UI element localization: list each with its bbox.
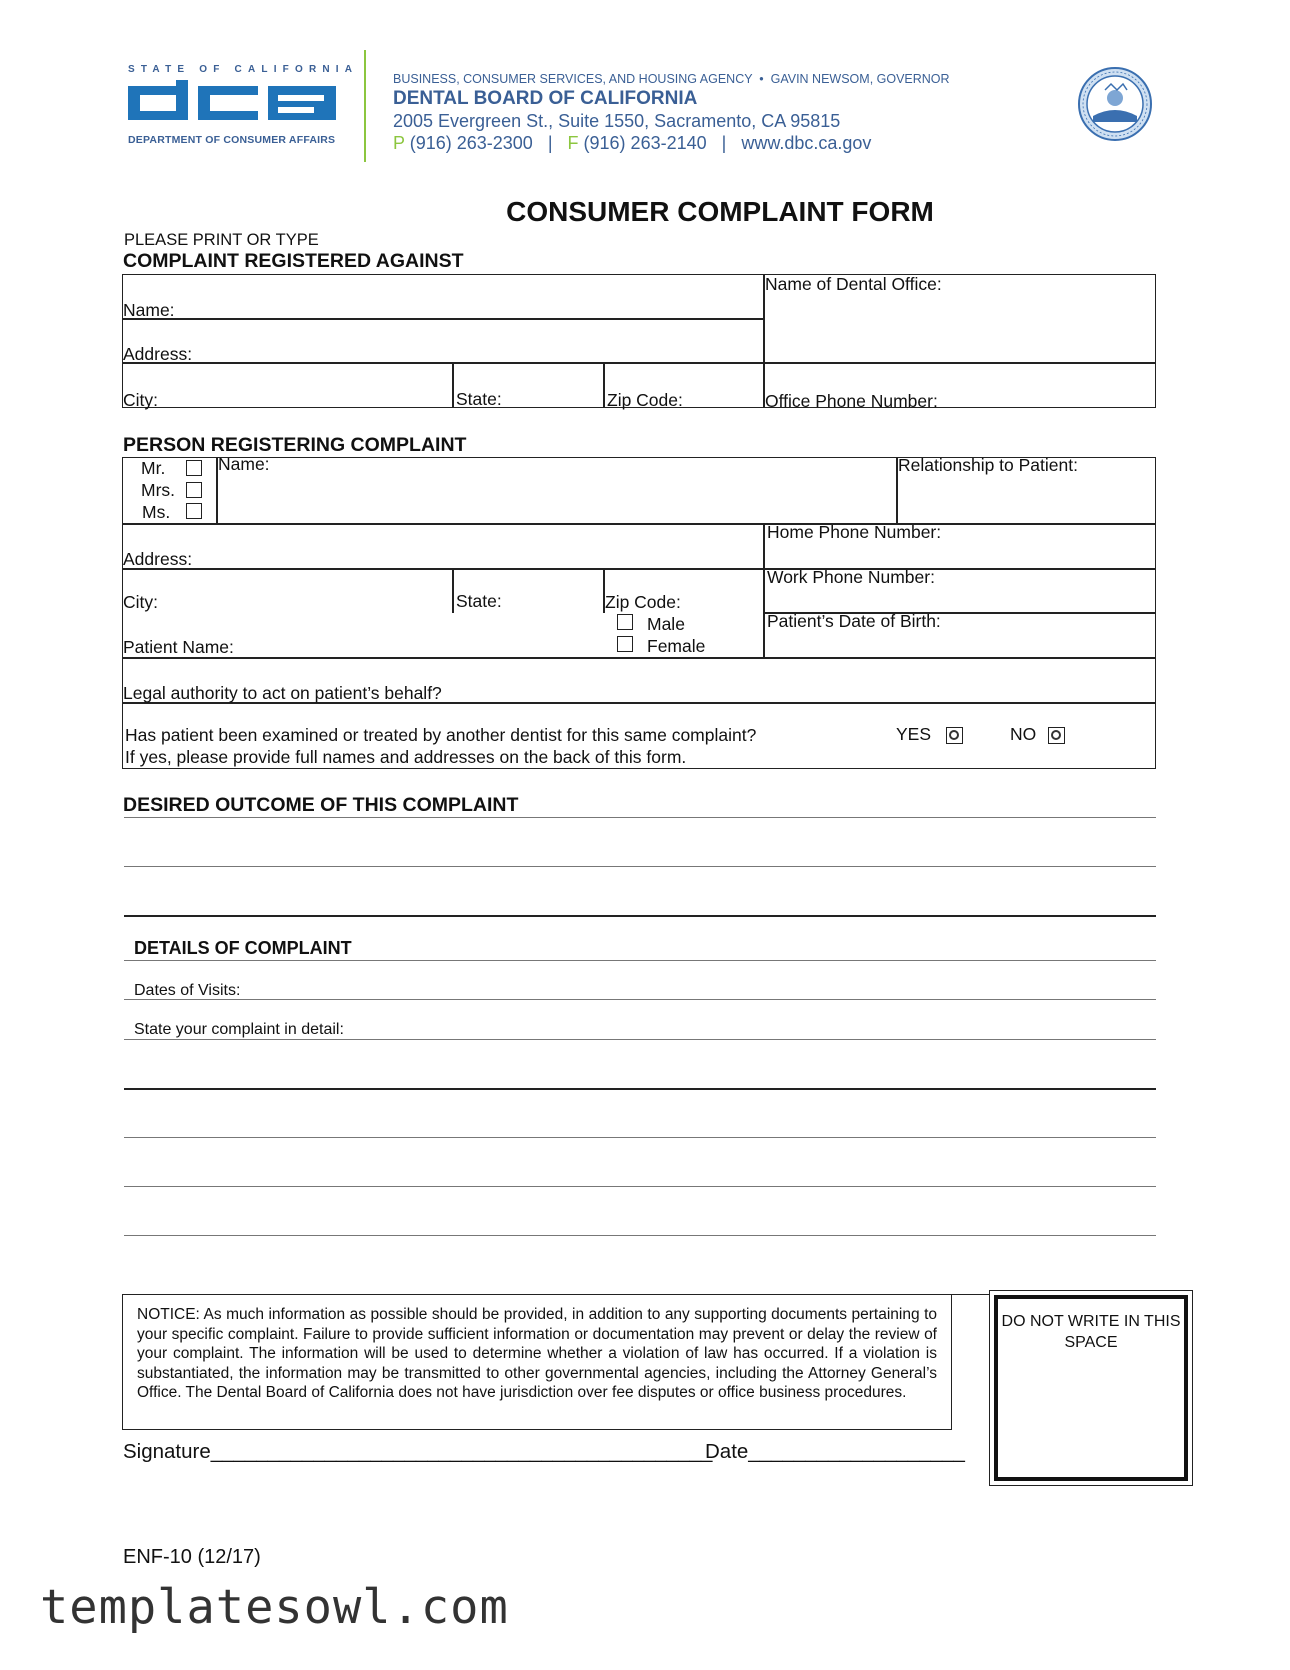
dca-logo xyxy=(128,80,338,122)
yes-label: YES xyxy=(896,724,932,744)
person-zip-field[interactable]: Zip Code: xyxy=(605,592,681,612)
dca-department-label: DEPARTMENT OF CONSUMER AFFAIRS xyxy=(128,134,336,146)
outcome-line[interactable] xyxy=(124,915,1156,917)
work-phone-field[interactable]: Work Phone Number: xyxy=(767,567,935,587)
outcome-heading: DESIRED OUTCOME OF THIS COMPLAINT xyxy=(123,794,519,816)
against-name-field[interactable]: Name: xyxy=(123,300,175,320)
do-not-write-box xyxy=(989,1290,1193,1486)
board-address: 2005 Evergreen St., Suite 1550, Sacramento, CA 95815 xyxy=(393,111,841,131)
salutation-ms-checkbox[interactable] xyxy=(186,503,202,519)
dates-of-visits-field[interactable]: Dates of Visits: xyxy=(134,982,241,999)
person-heading: PERSON REGISTERING COMPLAINT xyxy=(123,434,467,456)
salutation-mr-checkbox[interactable] xyxy=(186,460,202,476)
female-checkbox[interactable] xyxy=(617,636,633,652)
patient-name-field[interactable]: Patient Name: xyxy=(123,637,234,657)
dental-board-seal-icon xyxy=(1077,66,1153,142)
no-label: NO xyxy=(1010,724,1037,744)
complaint-detail-field[interactable]: State your complaint in detail: xyxy=(134,1021,344,1038)
female-label: Female xyxy=(647,636,706,656)
salutation-mrs-checkbox[interactable] xyxy=(186,482,202,498)
contact-separator: | xyxy=(721,133,727,153)
home-phone-field[interactable]: Home Phone Number: xyxy=(767,522,942,542)
agency-line: BUSINESS, CONSUMER SERVICES, AND HOUSING AGENCY • GAVIN NEWSOM, GOVERNOR xyxy=(393,72,950,86)
person-state-field[interactable]: State: xyxy=(456,591,502,611)
form-title: CONSUMER COMPLAINT FORM xyxy=(506,196,934,227)
examined-question: Has patient been examined or treated by another dentist for this same complaint? xyxy=(125,725,757,745)
board-name: DENTAL BOARD OF CALIFORNIA xyxy=(393,88,698,109)
signature-field[interactable]: Signature____________________________________________ xyxy=(123,1440,713,1463)
fax-number: (916) 263-2140 xyxy=(583,133,707,153)
person-city-field[interactable]: City: xyxy=(123,592,158,612)
outcome-line[interactable] xyxy=(124,866,1156,867)
date-field[interactable]: Date___________________ xyxy=(705,1440,965,1463)
salutation-ms-label: Ms. xyxy=(142,502,171,522)
against-state-field[interactable]: State: xyxy=(456,389,502,409)
details-line[interactable] xyxy=(124,1235,1156,1236)
form-number: ENF-10 (12/17) xyxy=(123,1546,261,1568)
against-city-field[interactable]: City: xyxy=(123,390,158,410)
state-of-california-label: STATE OF CALIFORNIA xyxy=(128,64,359,75)
details-line[interactable] xyxy=(124,1186,1156,1187)
salutation-mr-label: Mr. xyxy=(141,458,166,478)
phone-prefix: P xyxy=(393,133,405,153)
print-or-type-note: PLEASE PRINT OR TYPE xyxy=(124,231,319,249)
against-address-field[interactable]: Address: xyxy=(123,344,193,364)
do-not-write-label: DO NOT WRITE IN THIS SPACE xyxy=(994,1295,1188,1481)
yes-radio[interactable] xyxy=(946,727,963,744)
outcome-line[interactable] xyxy=(124,817,1156,818)
dental-office-name-field[interactable]: Name of Dental Office: xyxy=(765,274,942,294)
male-checkbox[interactable] xyxy=(617,614,633,630)
header-divider xyxy=(364,50,366,162)
phone-number: (916) 263-2300 xyxy=(409,133,533,153)
details-line[interactable] xyxy=(124,1088,1156,1090)
details-line[interactable] xyxy=(124,1039,1156,1040)
against-heading: COMPLAINT REGISTERED AGAINST xyxy=(123,250,464,272)
person-name-field[interactable]: Name: xyxy=(218,454,270,474)
no-radio[interactable] xyxy=(1048,727,1065,744)
details-line xyxy=(124,960,1156,961)
salutation-mrs-label: Mrs. xyxy=(141,480,176,500)
against-box xyxy=(122,274,1156,408)
details-line xyxy=(124,999,1156,1000)
fax-prefix: F xyxy=(567,133,579,153)
details-heading: DETAILS OF COMPLAINT xyxy=(134,938,352,958)
watermark: templatesowl.com xyxy=(40,1580,509,1635)
person-address-field[interactable]: Address: xyxy=(123,549,193,569)
patient-dob-field[interactable]: Patient’s Date of Birth: xyxy=(767,611,941,631)
examined-note: If yes, please provide full names and addresses on the back of this form. xyxy=(125,747,687,767)
website-link[interactable]: www.dbc.ca.gov xyxy=(741,133,872,153)
against-zip-field[interactable]: Zip Code: xyxy=(607,390,683,410)
relationship-field[interactable]: Relationship to Patient: xyxy=(898,455,1078,475)
details-line[interactable] xyxy=(124,1137,1156,1138)
male-label: Male xyxy=(647,614,685,634)
contact-separator: | xyxy=(547,133,553,153)
notice-box: NOTICE: As much information as possible should be provided, in addition to any supporting documents pertaining to your specific complaint. Failure to provide sufficient information or documentation may prevent or delay the review of your complaint. The information will be used to determine whether a violation of law has occurred. If a violation is substantiated, the information may be transmitted to other governmental agencies, including the Attorney General’s Office. The Dental Board of California does not have jurisdiction over fee disputes or office business procedures. xyxy=(122,1294,952,1430)
board-contact xyxy=(393,133,871,154)
legal-authority-field[interactable]: Legal authority to act on patient’s behalf? xyxy=(123,683,442,703)
office-phone-field[interactable]: Office Phone Number: xyxy=(765,391,938,411)
